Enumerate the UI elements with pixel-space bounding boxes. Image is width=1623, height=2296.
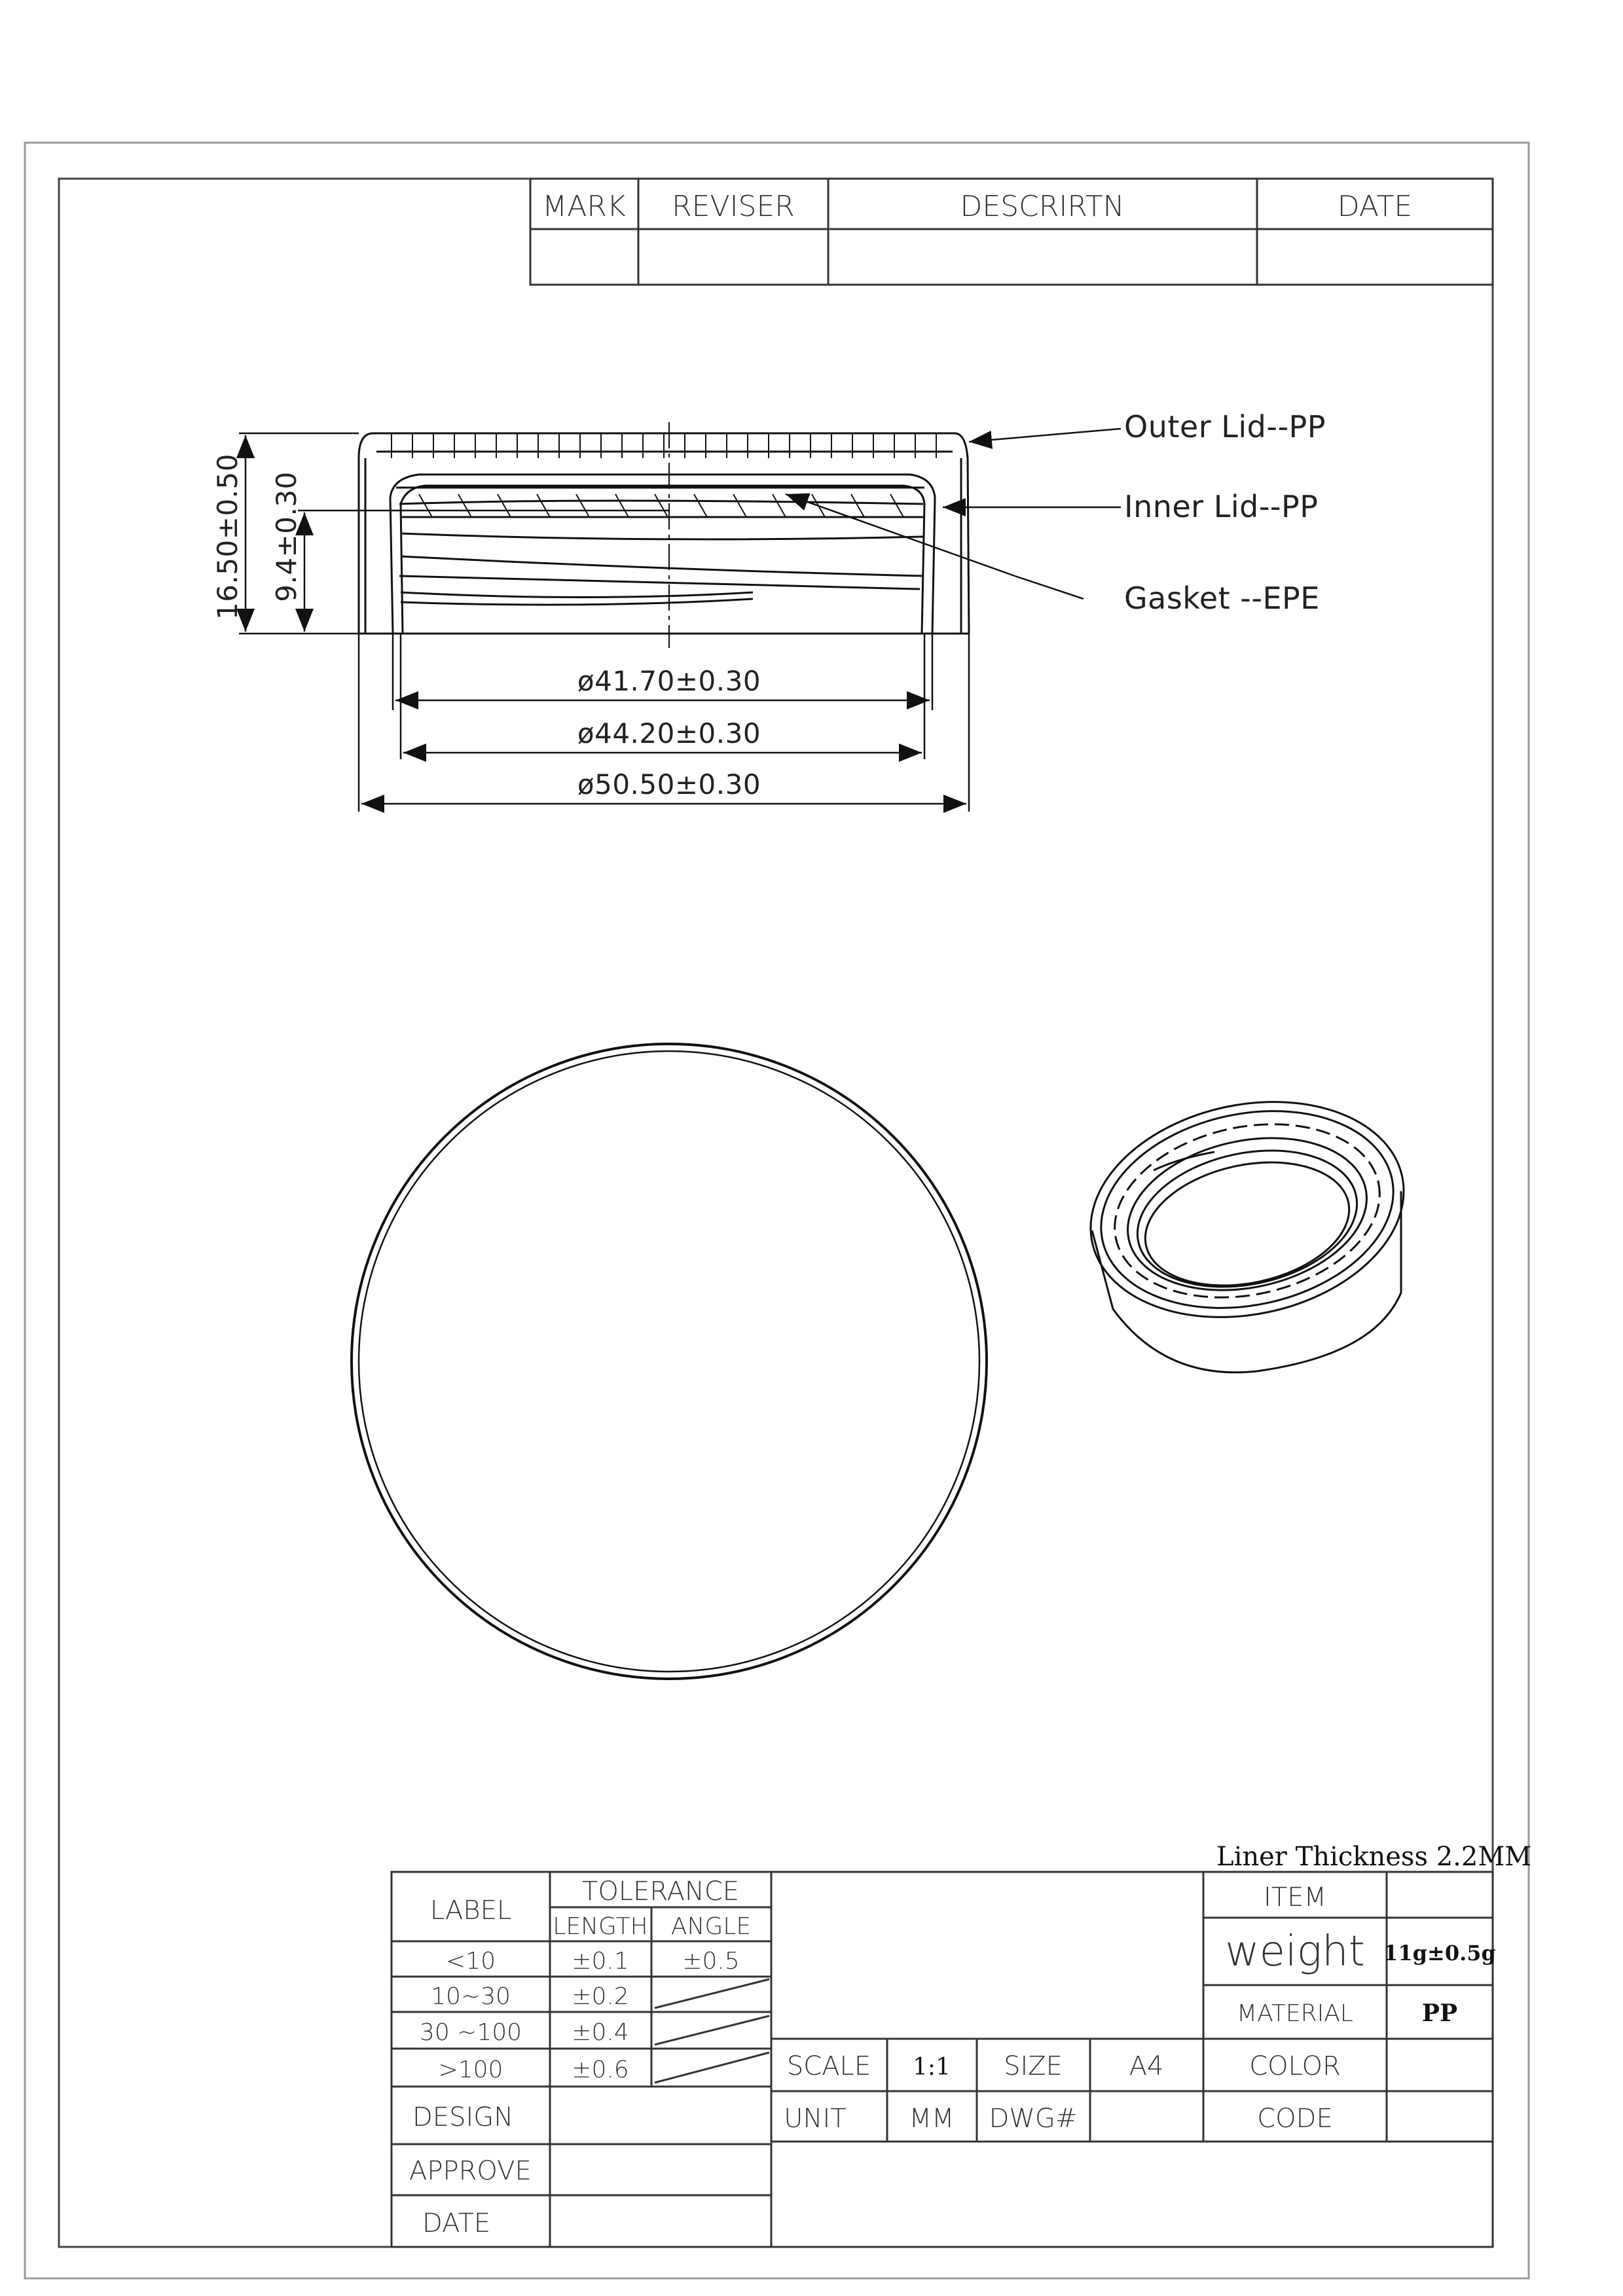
tb-dwg-label: DWG# [989, 2104, 1078, 2134]
tb-material-label: MATERIAL [1237, 2000, 1353, 2027]
tb-tolerance-header: TOLERANCE [581, 1876, 740, 1907]
height-inner-label: 9.4±0.30 [270, 471, 302, 602]
tb-row-length: ±0.2 [572, 1983, 629, 2010]
tb-weight-label: weight [1225, 1928, 1365, 1976]
tb-length-header: LENGTH [553, 1913, 648, 1940]
callout-inner-lid: Inner Lid--PP [1124, 489, 1319, 524]
tb-row-length: ±0.6 [572, 2056, 629, 2083]
tb-row-length: ±0.4 [572, 2019, 629, 2046]
tb-unit-label: UNIT [784, 2104, 847, 2134]
rev-header-date: DATE [1337, 190, 1413, 223]
tb-weight-value: 11g±0.5g [1383, 1941, 1496, 1965]
tb-size-label: SIZE [1004, 2051, 1063, 2081]
rev-header-mark: MARK [542, 190, 626, 223]
tb-material-value: PP [1421, 2000, 1458, 2027]
tb-date: DATE [422, 2208, 491, 2238]
rev-header-reviser: REVISER [672, 190, 795, 223]
cap-section-view [359, 422, 969, 648]
tb-row-label: >100 [438, 2056, 503, 2083]
tb-row-label: 30 ~100 [419, 2019, 522, 2046]
tb-angle-header: ANGLE [670, 1913, 752, 1940]
tb-row-length: ±0.1 [572, 1948, 629, 1975]
rev-header-description: DESCRIRTN [960, 190, 1125, 223]
liner-thickness-note: Liner Thickness 2.2MM [1216, 1842, 1532, 1872]
tb-label-header: LABEL [429, 1895, 512, 1926]
tb-approve: APPROVE [409, 2156, 532, 2186]
dia-thread-label: ø41.70±0.30 [577, 665, 761, 697]
tb-size-value: A4 [1129, 2051, 1164, 2081]
tb-row-label: <10 [446, 1948, 496, 1975]
dia-inner-label: ø44.20±0.30 [577, 717, 761, 749]
tb-color-label: COLOR [1249, 2051, 1341, 2081]
tb-item-label: ITEM [1263, 1882, 1327, 1912]
callout-gasket: Gasket --EPE [1124, 581, 1320, 616]
tb-row-label: 10~30 [431, 1983, 511, 2010]
cap-isometric-view [1070, 1074, 1424, 1372]
cap-top-view [352, 1044, 987, 1679]
tb-row-angle: ±0.5 [682, 1948, 740, 1975]
tb-unit-value: MM [909, 2104, 955, 2134]
tb-code-label: CODE [1257, 2104, 1333, 2134]
dia-outer-label: ø50.50±0.30 [577, 768, 761, 800]
height-total-label: 16.50±0.50 [211, 454, 244, 620]
tb-scale-value: 1:1 [913, 2054, 951, 2081]
tb-design: DESIGN [412, 2102, 514, 2132]
callout-outer-lid: Outer Lid--PP [1124, 409, 1326, 444]
tb-scale-label: SCALE [786, 2051, 871, 2081]
